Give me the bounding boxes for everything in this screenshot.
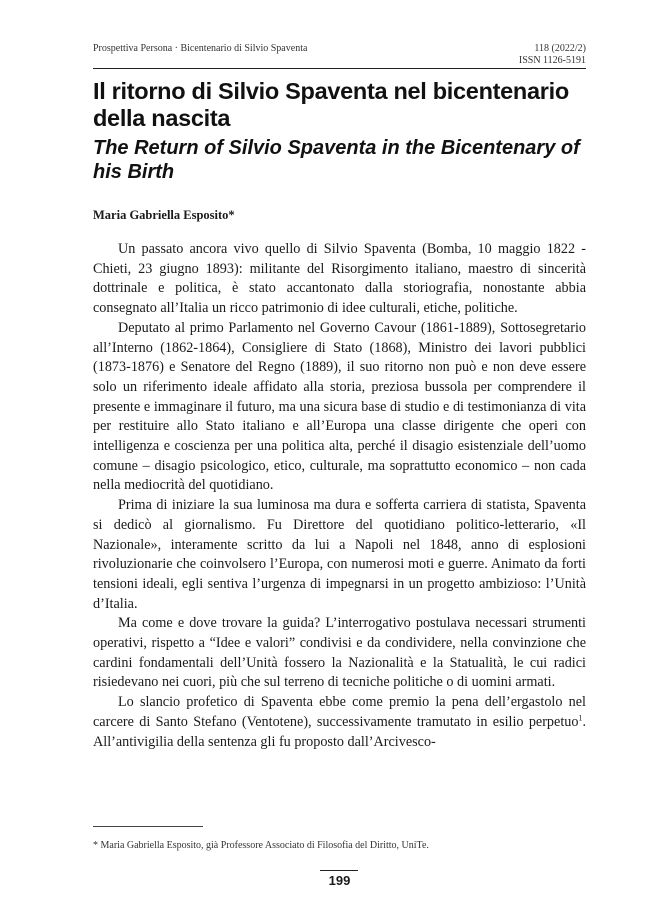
article-body: [93, 240, 586, 752]
body-paragraph: Ma come e dove trovare la guida? L’interrogativo postulava necessari strumenti operativi, rispetto a “Idee e valori” condivisi e da condividere, nella convinzione che cardini fondamentali dell’Unità fossero la Nazionalità e la Statualità, le cui radici risiedevano nei cuori, più che sul terreno di tecniche politiche o di uomini armati.: [93, 615, 586, 691]
header-rule: [93, 68, 586, 69]
article-title: Il ritorno di Silvio Spaventa nel bicentenario della nascita: [93, 78, 569, 131]
article-title-english: The Return of Silvio Spaventa in the Bicentenary of his Birth: [93, 137, 580, 183]
journal-title: Prospettiva Persona · Bicentenario di Silvio Spaventa: [93, 43, 308, 54]
author-name: Maria Gabriella Esposito*: [93, 208, 235, 222]
author-footnote: * Maria Gabriella Esposito, già Professore Associato di Filosofia del Diritto, UniTe.: [93, 840, 429, 851]
body-paragraph-continuation: . All’antivigilia della sentenza gli fu proposto dall’Arcivesco-: [93, 713, 586, 750]
issue-number: 118 (2022/2): [534, 43, 586, 54]
page-number: 199: [328, 873, 351, 888]
issn: ISSN 1126-5191: [518, 55, 586, 66]
issue-info: [519, 43, 586, 67]
page: [93, 0, 586, 917]
body-paragraph-text: Lo slancio profetico di Spaventa ebbe come premio la pena dell’ergastolo nel carcere di Santo Stefano (Ventotene), successivamente tramutato in esilio perpetuo: [93, 694, 586, 730]
body-paragraph: [93, 693, 586, 752]
footnote-reference[interactable]: 1: [578, 713, 583, 723]
body-paragraph: Deputato al primo Parlamento nel Governo Cavour (1861-1889), Sottosegretario all’Interno (1862-1864), Consigliere di Stato (1868), Ministro dei lavori pubblici (1873-1876) e Senatore del Regno (1889), il suo ritorno non può e non deve essere solo un riferimento ideale affidato alla storia, preziosa bussola per comprendere il presente e immaginare il futuro, ma una sicura base di studio e di testimonianza di vita per restituire allo Stato italiano e all’Europa una classe dirigente che operi con intelligenza e coscienza per una politica alta, perché il disagio esistenziale dell’uomo comune – disagio psicologico, etico, culturale, ma soprattutto economico – non cada nella mediocrità del quotidiano.: [93, 319, 586, 494]
footnote-rule: [93, 826, 203, 827]
body-paragraph: Un passato ancora vivo quello di Silvio Spaventa (Bomba, 10 maggio 1822 - Chieti, 23 giugno 1893): militante del Risorgimento italiano, maestro di sincerità dottrinale e politica, è stato accantonato dalla storiografia, nonostante abbia consegnato all’Italia un ricco patrimonio di idee culturali, etiche, politiche.: [93, 241, 586, 317]
page-number-rule: [320, 870, 358, 871]
body-paragraph: Prima di iniziare la sua luminosa ma dura e sofferta carriera di statista, Spaventa si dedicò al giornalismo. Fu Direttore del quotidiano politico-letterario, «Il Nazionale», interamente scritto da lui a Napoli nel 1848, anno di esplosioni rivoluzionarie che coinvolsero l’Europa, con numerosi moti e guerre. Animato da forti tensioni ideali, egli sentiva l’urgenza di impegnarsi in un progetto ambizioso: l’Unità d’Italia.: [93, 497, 586, 612]
